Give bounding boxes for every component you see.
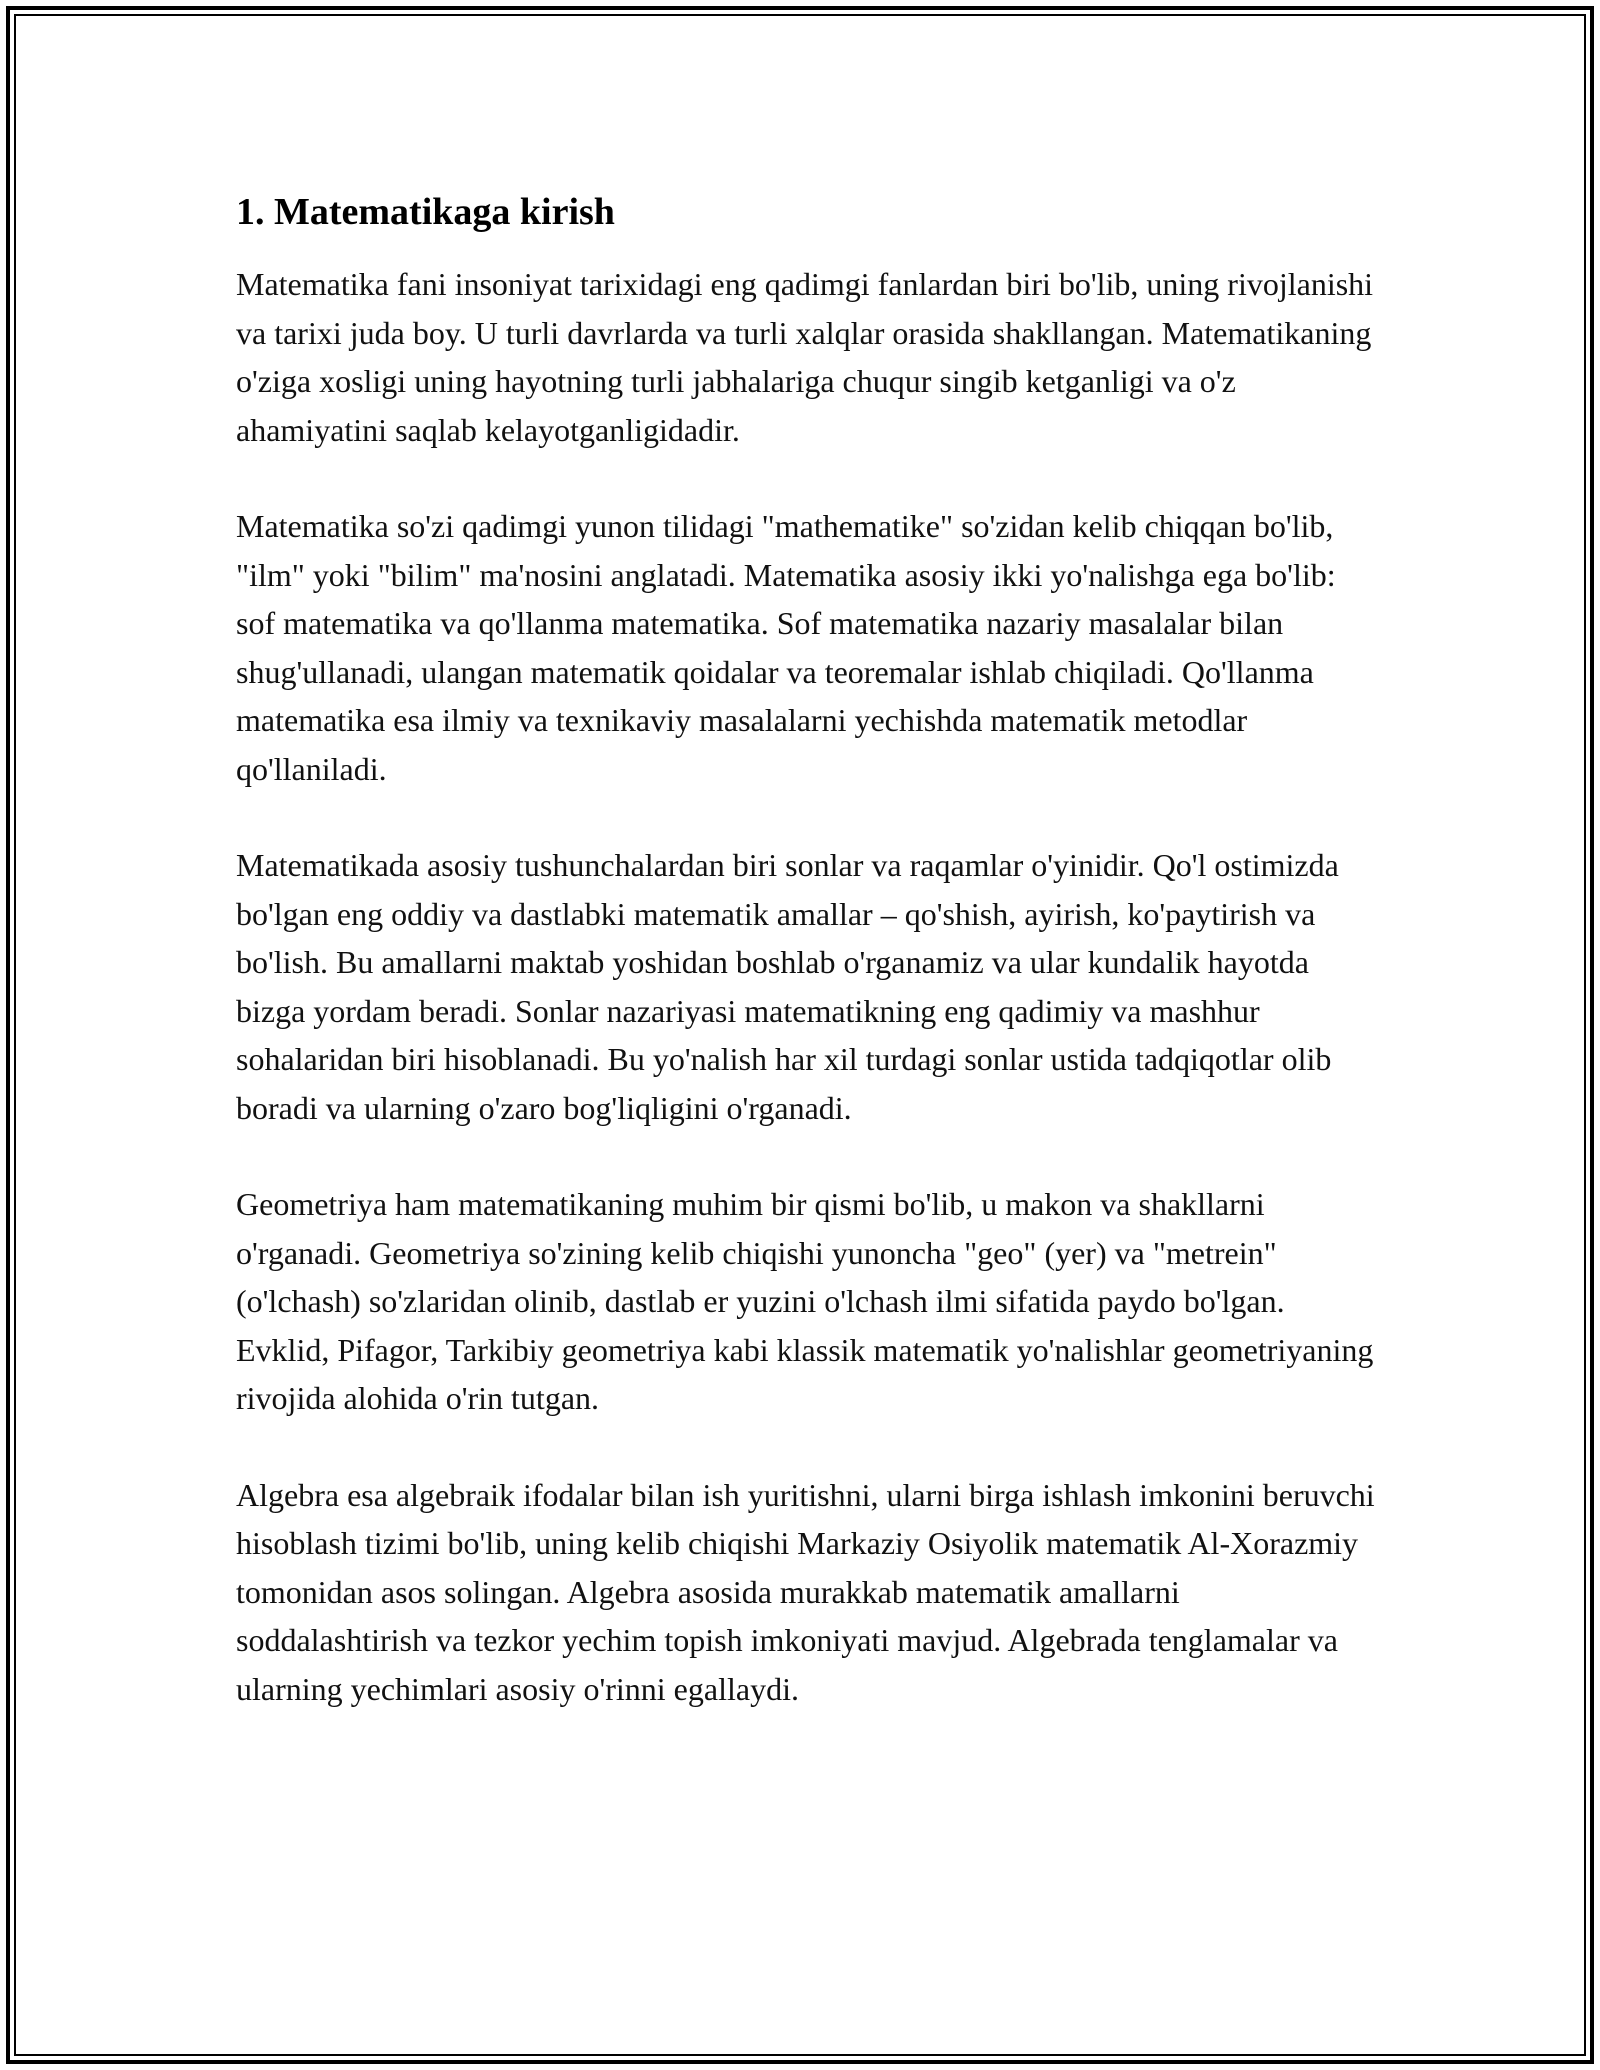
paragraph-etymology: Matematika so'zi qadimgi yunon tilidagi "mathematike" so'zidan kelib chiqqan bo'lib, "ilm" yoki "bilim" ma'nosini anglatadi. Matematika asosiy ikki yo'nalishga ega bo'lib: sof matematika va qo'llanma matematika. Sof matematika nazariy masalalar bilan shug'ullanadi, ulangan matematik qoidalar va teoremalar ishlab chiqiladi. Qo'llanma matematika esa ilmiy va texnikaviy masalalarni yechishda matematik metodlar qo'llaniladi.	[236, 508, 1336, 787]
paragraph-algebra: Algebra esa algebraik ifodalar bilan ish yuritishni, ularni birga ishlash imkonini beruvchi hisoblash tizimi bo'lib, uning kelib chiqishi Markaziy Osiyolik matematik Al-Xorazmiy tomonidan asos solingan. Algebra asosida murakkab matematik amallarni soddalashtirish va tezkor yechim topish imkoniyati mavjud. Algebrada tenglamalar va ularning yechimlari asosiy o'rinni egallaydi.	[236, 1476, 1375, 1707]
paragraph-introduction: Matematika fani insoniyat tarixidagi eng qadimgi fanlardan biri bo'lib, uning rivojlanishi va tarixi juda boy. U turli davrlarda va turli xalqlar orasida shakllangan. Matematikaning o'ziga xosligi uning hayotning turli jabhalariga chuqur singib ketganligi va o'z ahamiyatini saqlab kelayotganligidadir.	[236, 266, 1374, 448]
document-body	[236, 186, 1376, 1761]
section-title: 1. Matematikaga kirish	[236, 191, 615, 233]
paragraph-geometry: Geometriya ham matematikaning muhim bir qismi bo'lib, u makon va shakllarni o'rganadi. Geometriya so'zining kelib chiqishi yunoncha "geo" (yer) va "metrein" (o'lchash) so'zlaridan olinib, dastlab er yuzini o'lchash ilmi sifatida paydo bo'lgan. Evklid, Pifagor, Tarkibiy geometriya kabi klassik matematik yo'nalishlar geometriyaning rivojida alohida o'rin tutgan.	[236, 1186, 1374, 1416]
paragraph-numbers: Matematikada asosiy tushunchalardan biri sonlar va raqamlar o'yinidir. Qo'l ostimizda bo'lgan eng oddiy va dastlabki matematik amallar – qo'shish, ayirish, ko'paytirish va bo'lish. Bu amallarni maktab yoshidan boshlab o'rganamiz va ular kundalik hayotda bizga yordam beradi. Sonlar nazariyasi matematikning eng qadimiy va mashhur sohalaridan biri hisoblanadi. Bu yo'nalish har xil turdagi sonlar ustida tadqiqotlar olib boradi va ularning o'zaro bog'liqligini o'rganadi.	[236, 847, 1339, 1126]
